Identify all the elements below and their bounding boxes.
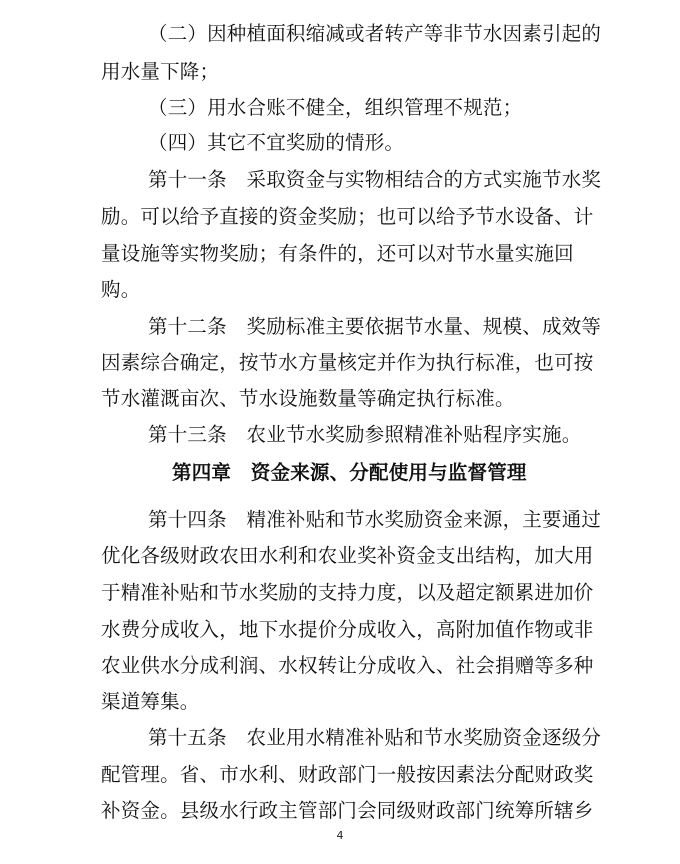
page-number: 4	[336, 829, 344, 842]
text-line: 节水灌溉亩次、节水设施数量等确定执行标准。	[101, 387, 515, 410]
text-line: 因素综合确定，按节水方量核定并作为执行标准，也可按	[101, 351, 594, 374]
text-line: （四）其它不宜奖励的情形。	[148, 131, 405, 154]
text-line: 用水量下降；	[101, 60, 220, 83]
text-line: 配管理。省、市水利、财政部门一般按因素法分配财政奖	[101, 763, 594, 786]
text-line: （二）因种植面积缩减或者转产等非节水因素引起的	[148, 22, 602, 45]
text-line: 第十一条 采取资金与实物相结合的方式实施节水奖	[148, 168, 602, 191]
text-line: 于精准补贴和节水奖励的支持力度，以及超定额累进加价	[101, 581, 594, 604]
text-line: 渠道筹集。	[101, 690, 200, 713]
text-line: 水费分成收入，地下水提价分成收入，高附加值作物或非	[101, 618, 594, 641]
text-line: 补资金。县级水行政主管部门会同级财政部门统筹所辖乡	[101, 799, 594, 822]
text-line: 农业供水分成利润、水权转让分成收入、社会捐赠等多种	[101, 654, 594, 677]
text-line: 第十三条 农业节水奖励参照精准补贴程序实施。	[148, 423, 582, 446]
text-line: 购。	[101, 278, 141, 301]
chapter-heading: 第四章 资金来源、分配使用与监督管理	[172, 461, 527, 484]
text-line: 第十五条 农业用水精准补贴和节水奖励资金逐级分	[148, 726, 602, 749]
text-line: 第十二条 奖励标准主要依据节水量、规模、成效等	[148, 315, 602, 338]
text-line: 量设施等实物奖励；有条件的，还可以对节水量实施回	[101, 242, 574, 265]
text-line: 励。可以给予直接的资金奖励；也可以给予节水设备、计	[101, 205, 594, 228]
text-line: 第十四条 精准补贴和节水奖励资金来源，主要通过	[148, 508, 602, 531]
text-line: （三）用水合账不健全，组织管理不规范；	[148, 96, 523, 119]
text-line: 优化各级财政农田水利和农业奖补资金支出结构，加大用	[101, 544, 594, 567]
